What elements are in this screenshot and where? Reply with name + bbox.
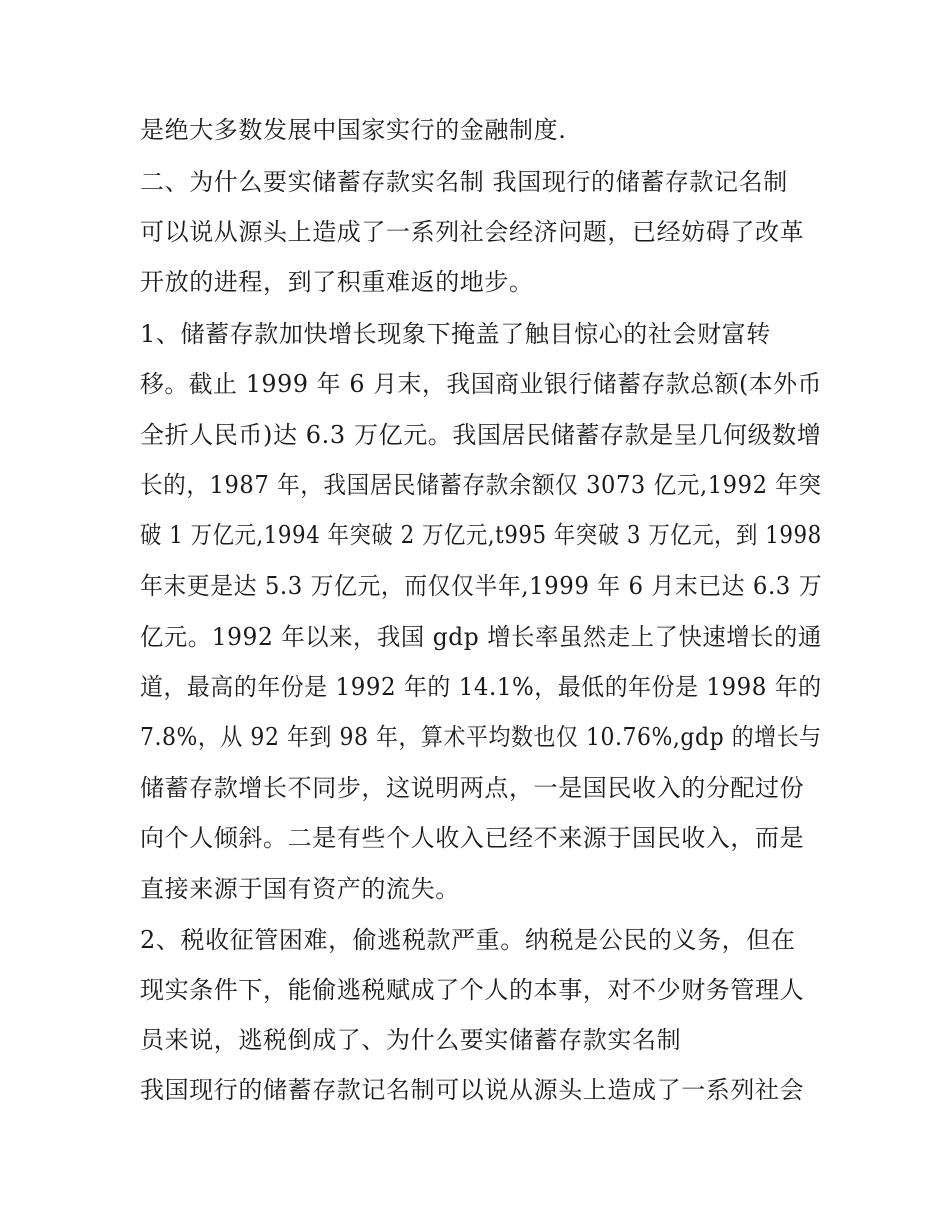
paragraph-line: 2、税收征管困难，偷逃税款严重。纳税是公民的义务，但在	[140, 926, 796, 954]
paragraph-line: 现实条件下，能偷逃税赋成了个人的本事，对不少财务管理人	[140, 976, 805, 1004]
paragraph-line: 7.8%，从 92 年到 98 年，算术平均数也仅 10.76%,gdp 的增长与	[140, 723, 822, 751]
paragraph-line: 可以说从源头上造成了一系列社会经济问题，已经妨碍了改革	[140, 218, 805, 246]
paragraph-line: 道，最高的年份是 1992 年的 14.1%，最低的年份是 1998 年的	[140, 673, 822, 701]
paragraph-line: 亿元。1992 年以来，我国 gdp 增长率虽然走上了快速增长的通	[140, 623, 822, 651]
paragraph-line: 二、为什么要实储蓄存款实名制 我国现行的储蓄存款记名制	[140, 168, 788, 196]
paragraph-line: 我国现行的储蓄存款记名制可以说从源头上造成了一系列社会	[140, 1076, 805, 1104]
paragraph-line: 年末更是达 5.3 万亿元，而仅仅半年,1999 年 6 月末已达 6.3 万	[140, 572, 823, 600]
paragraph-line: 长的，1987 年，我国居民储蓄存款余额仅 3073 亿元,1992 年突	[140, 471, 822, 499]
paragraph-line: 直接来源于国有资产的流失。	[140, 875, 460, 903]
paragraph-line: 员来说，逃税倒成了、为什么要实储蓄存款实名制	[140, 1026, 682, 1054]
paragraph-line: 破 1 万亿元,1994 年突破 2 万亿元,t995 年突破 3 万亿元，到 1998	[140, 521, 822, 549]
paragraph-line: 移。截止 1999 年 6 月末，我国商业银行储蓄存款总额(本外币	[140, 370, 823, 398]
paragraph-line: 是绝大多数发展中国家实行的金融制度.	[140, 116, 567, 144]
paragraph-line: 开放的进程，到了积重难返的地步。	[140, 268, 534, 296]
paragraph-line: 全折人民币)达 6.3 万亿元。我国居民储蓄存款是呈几何级数增	[140, 421, 822, 449]
paragraph-line: 储蓄存款增长不同步，这说明两点，一是国民收入的分配过份	[140, 774, 805, 802]
paragraph-line: 1、储蓄存款加快增长现象下掩盖了触目惊心的社会财富转	[140, 320, 771, 348]
paragraph-line: 向个人倾斜。二是有些个人收入已经不来源于国民收入，而是	[140, 824, 805, 852]
